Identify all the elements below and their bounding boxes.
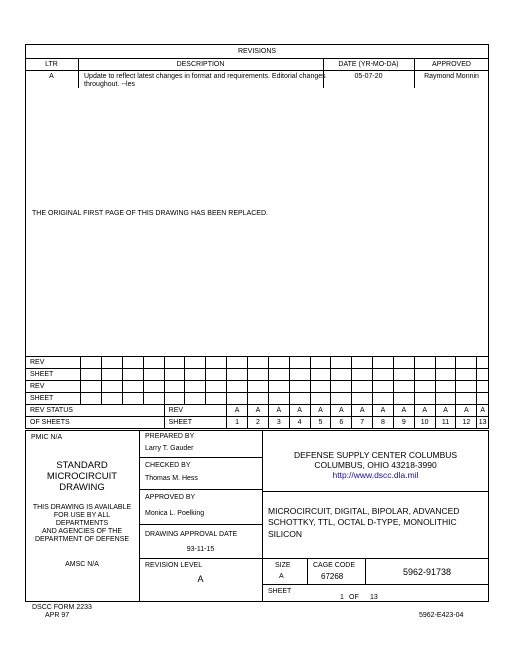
date-header: DATE (YR-MO-DA)	[338, 61, 399, 68]
sheet-number-cell: 7	[352, 417, 373, 429]
revision-description-cont: throughout. --les	[84, 81, 135, 88]
grid-cell	[102, 381, 123, 393]
rev-status-cell: A	[331, 405, 352, 417]
cage-code: 67268	[321, 572, 344, 581]
grid-cell	[206, 369, 227, 381]
rev-status-grid	[25, 356, 489, 429]
sheet-row	[26, 393, 489, 405]
sheet-number-cell: 8	[373, 417, 394, 429]
sheet-number-cell: 5	[310, 417, 331, 429]
sheet-row-label: SHEET	[26, 369, 81, 381]
grid-cell	[185, 357, 206, 369]
grid-cell	[289, 393, 310, 405]
grid-cell	[248, 369, 269, 381]
rev-status-cell: A	[373, 405, 394, 417]
grid-cell	[435, 369, 456, 381]
grid-cell	[81, 393, 102, 405]
rev-row	[26, 381, 489, 393]
grid-cell	[206, 381, 227, 393]
grid-cell	[143, 393, 164, 405]
grid-cell	[227, 369, 248, 381]
cage-code-label: CAGE CODE	[313, 562, 356, 569]
amsc: AMSC N/A	[65, 561, 99, 568]
sheet-number-cell: 6	[331, 417, 352, 429]
document-id: 5962-E423-04	[419, 612, 464, 619]
grid-cell	[310, 381, 331, 393]
grid-cell	[164, 393, 185, 405]
sheet-label: SHEET	[164, 417, 227, 429]
sheet-number-cell: 2	[248, 417, 269, 429]
checked-by: Thomas M. Hess	[145, 475, 198, 482]
grid-cell	[102, 369, 123, 381]
grid-cell	[393, 369, 414, 381]
grid-cell	[393, 357, 414, 369]
grid-cell	[268, 369, 289, 381]
grid-cell	[289, 381, 310, 393]
dscc-url-link[interactable]: http://www.dscc.dla.mil	[332, 470, 419, 480]
grid-cell	[456, 357, 477, 369]
grid-cell	[268, 393, 289, 405]
grid-cell	[331, 369, 352, 381]
grid-cell	[477, 381, 489, 393]
grid-cell	[248, 357, 269, 369]
grid-cell	[227, 381, 248, 393]
sheet-total: 13	[370, 594, 378, 601]
sheet-number-cell: 12	[456, 417, 477, 429]
rev-row-label: REV	[26, 357, 81, 369]
revisions-block	[25, 44, 489, 357]
prepared-by: Larry T. Gauder	[145, 445, 194, 452]
sheet-row-label: SHEET	[26, 393, 81, 405]
revisions-title: REVISIONS	[237, 48, 277, 55]
rev-status-cell: A	[248, 405, 269, 417]
prepared-by-label: PREPARED BY	[145, 433, 195, 440]
drawing-title-line2: SCHOTTKY, TTL, OCTAL D-TYPE, MONOLITHIC	[268, 517, 457, 527]
sheet-number: 1	[340, 594, 344, 601]
grid-cell	[414, 393, 435, 405]
rev-status-row	[26, 405, 489, 417]
rev-status-cell: A	[227, 405, 248, 417]
grid-cell	[352, 369, 373, 381]
rev-row	[26, 357, 489, 369]
form-number: DSCC FORM 2233	[32, 604, 92, 611]
rev-row-label: REV	[26, 381, 81, 393]
availability-line4: AND AGENCIES OF THE	[42, 528, 122, 535]
size-value: A	[279, 573, 284, 580]
revision-description: Update to reflect latest changes in format and requirements. Editorial changes	[84, 73, 326, 80]
grid-cell	[456, 393, 477, 405]
standard-line1: STANDARD	[56, 460, 108, 471]
replaced-notice: THE ORIGINAL FIRST PAGE OF THIS DRAWING HAS BEEN REPLACED.	[32, 210, 268, 217]
grid-cell	[206, 357, 227, 369]
dscc-line1: DEFENSE SUPPLY CENTER COLUMBUS	[293, 450, 458, 460]
grid-cell	[352, 393, 373, 405]
sheet-number-cell: 1	[227, 417, 248, 429]
grid-cell	[352, 381, 373, 393]
grid-cell	[331, 357, 352, 369]
grid-cell	[289, 357, 310, 369]
grid-cell	[289, 369, 310, 381]
grid-cell	[310, 369, 331, 381]
revision-approver: Raymond Monnin	[424, 73, 479, 80]
sheet-row	[26, 369, 489, 381]
rev-status-cell: A	[435, 405, 456, 417]
grid-cell	[81, 357, 102, 369]
rev-status-cell: A	[268, 405, 289, 417]
drawing-number: 5962-91738	[402, 567, 452, 577]
sheet-number-cell: 10	[414, 417, 435, 429]
pmic: PMIC N/A	[31, 434, 63, 441]
checked-by-label: CHECKED BY	[145, 462, 191, 469]
grid-cell	[352, 357, 373, 369]
revision-letter: A	[49, 73, 54, 80]
availability-line3: DEPARTMENTS	[55, 520, 109, 527]
grid-cell	[331, 393, 352, 405]
availability-line1: THIS DRAWING IS AVAILABLE	[32, 504, 132, 511]
drawing-title-line1: MICROCIRCUIT, DIGITAL, BIPOLAR, ADVANCED	[268, 506, 460, 516]
revision-level: A	[197, 574, 204, 584]
grid-cell	[414, 357, 435, 369]
grid-cell	[227, 393, 248, 405]
grid-cell	[310, 393, 331, 405]
grid-cell	[373, 393, 394, 405]
drawing-title-line3: SILICON	[268, 529, 303, 539]
grid-cell	[102, 357, 123, 369]
grid-cell	[414, 381, 435, 393]
grid-cell	[373, 357, 394, 369]
grid-cell	[185, 381, 206, 393]
ltr-header: LTR	[45, 61, 58, 68]
grid-cell	[435, 381, 456, 393]
approval-date: 93-11-15	[186, 546, 215, 553]
grid-cell	[456, 381, 477, 393]
grid-cell	[81, 381, 102, 393]
grid-cell	[81, 369, 102, 381]
dscc-line2: COLUMBUS, OHIO 43218-3990	[314, 460, 437, 470]
grid-cell	[373, 381, 394, 393]
rev-status-cell: A	[414, 405, 435, 417]
grid-cell	[185, 393, 206, 405]
grid-cell	[435, 357, 456, 369]
grid-cell	[122, 369, 143, 381]
grid-cell	[435, 393, 456, 405]
grid-cell	[414, 369, 435, 381]
rev-status-cell: A	[310, 405, 331, 417]
size-label: SIZE	[275, 562, 291, 569]
grid-cell	[185, 369, 206, 381]
grid-cell	[122, 393, 143, 405]
grid-cell	[477, 369, 489, 381]
rev-status-cell: A	[289, 405, 310, 417]
revision-date: 05-07-20	[354, 73, 383, 80]
of-sheets-row	[26, 417, 489, 429]
grid-cell	[477, 357, 489, 369]
rev-status-label: REV STATUS	[26, 405, 165, 417]
grid-cell	[456, 369, 477, 381]
approved-by: Monica L. Poelking	[145, 510, 205, 517]
grid-cell	[331, 381, 352, 393]
availability-line2: FOR USE BY ALL	[53, 512, 111, 519]
rev-status-cell: A	[456, 405, 477, 417]
grid-cell	[227, 357, 248, 369]
grid-cell	[248, 393, 269, 405]
sheet-number-cell: 3	[268, 417, 289, 429]
grid-cell	[164, 381, 185, 393]
rev-status-cell: A	[477, 405, 489, 417]
description-header: DESCRIPTION	[176, 61, 225, 68]
rev-status-cell: A	[352, 405, 373, 417]
sheet-number-cell: 9	[393, 417, 414, 429]
grid-cell	[143, 381, 164, 393]
grid-cell	[393, 393, 414, 405]
availability-line5: DEPARTMENT OF DEFENSE	[34, 536, 130, 543]
grid-cell	[310, 357, 331, 369]
approved-by-label: APPROVED BY	[145, 494, 196, 501]
grid-cell	[206, 393, 227, 405]
standard-line3: DRAWING	[59, 482, 105, 493]
rev-status-cell: A	[393, 405, 414, 417]
grid-cell	[122, 381, 143, 393]
approved-header: APPROVED	[432, 61, 471, 68]
revision-level-label: REVISION LEVEL	[145, 562, 203, 569]
grid-cell	[268, 357, 289, 369]
grid-cell	[268, 381, 289, 393]
of-sheets-label: OF SHEETS	[26, 417, 165, 429]
grid-cell	[164, 369, 185, 381]
grid-cell	[143, 369, 164, 381]
grid-cell	[477, 393, 489, 405]
sheet-number-cell: 13	[477, 417, 489, 429]
rev-label: REV	[164, 405, 227, 417]
sheet-label: SHEET	[268, 588, 292, 595]
grid-cell	[102, 393, 123, 405]
grid-cell	[393, 381, 414, 393]
form-date: APR 97	[45, 612, 70, 619]
grid-cell	[122, 357, 143, 369]
grid-cell	[143, 357, 164, 369]
sheet-number-cell: 4	[289, 417, 310, 429]
grid-cell	[373, 369, 394, 381]
grid-cell	[248, 381, 269, 393]
sheet-of-label: OF	[349, 594, 359, 601]
grid-cell	[164, 357, 185, 369]
approval-date-label: DRAWING APPROVAL DATE	[145, 531, 238, 538]
sheet-number-cell: 11	[435, 417, 456, 429]
standard-line2: MICROCIRCUIT	[46, 471, 118, 482]
